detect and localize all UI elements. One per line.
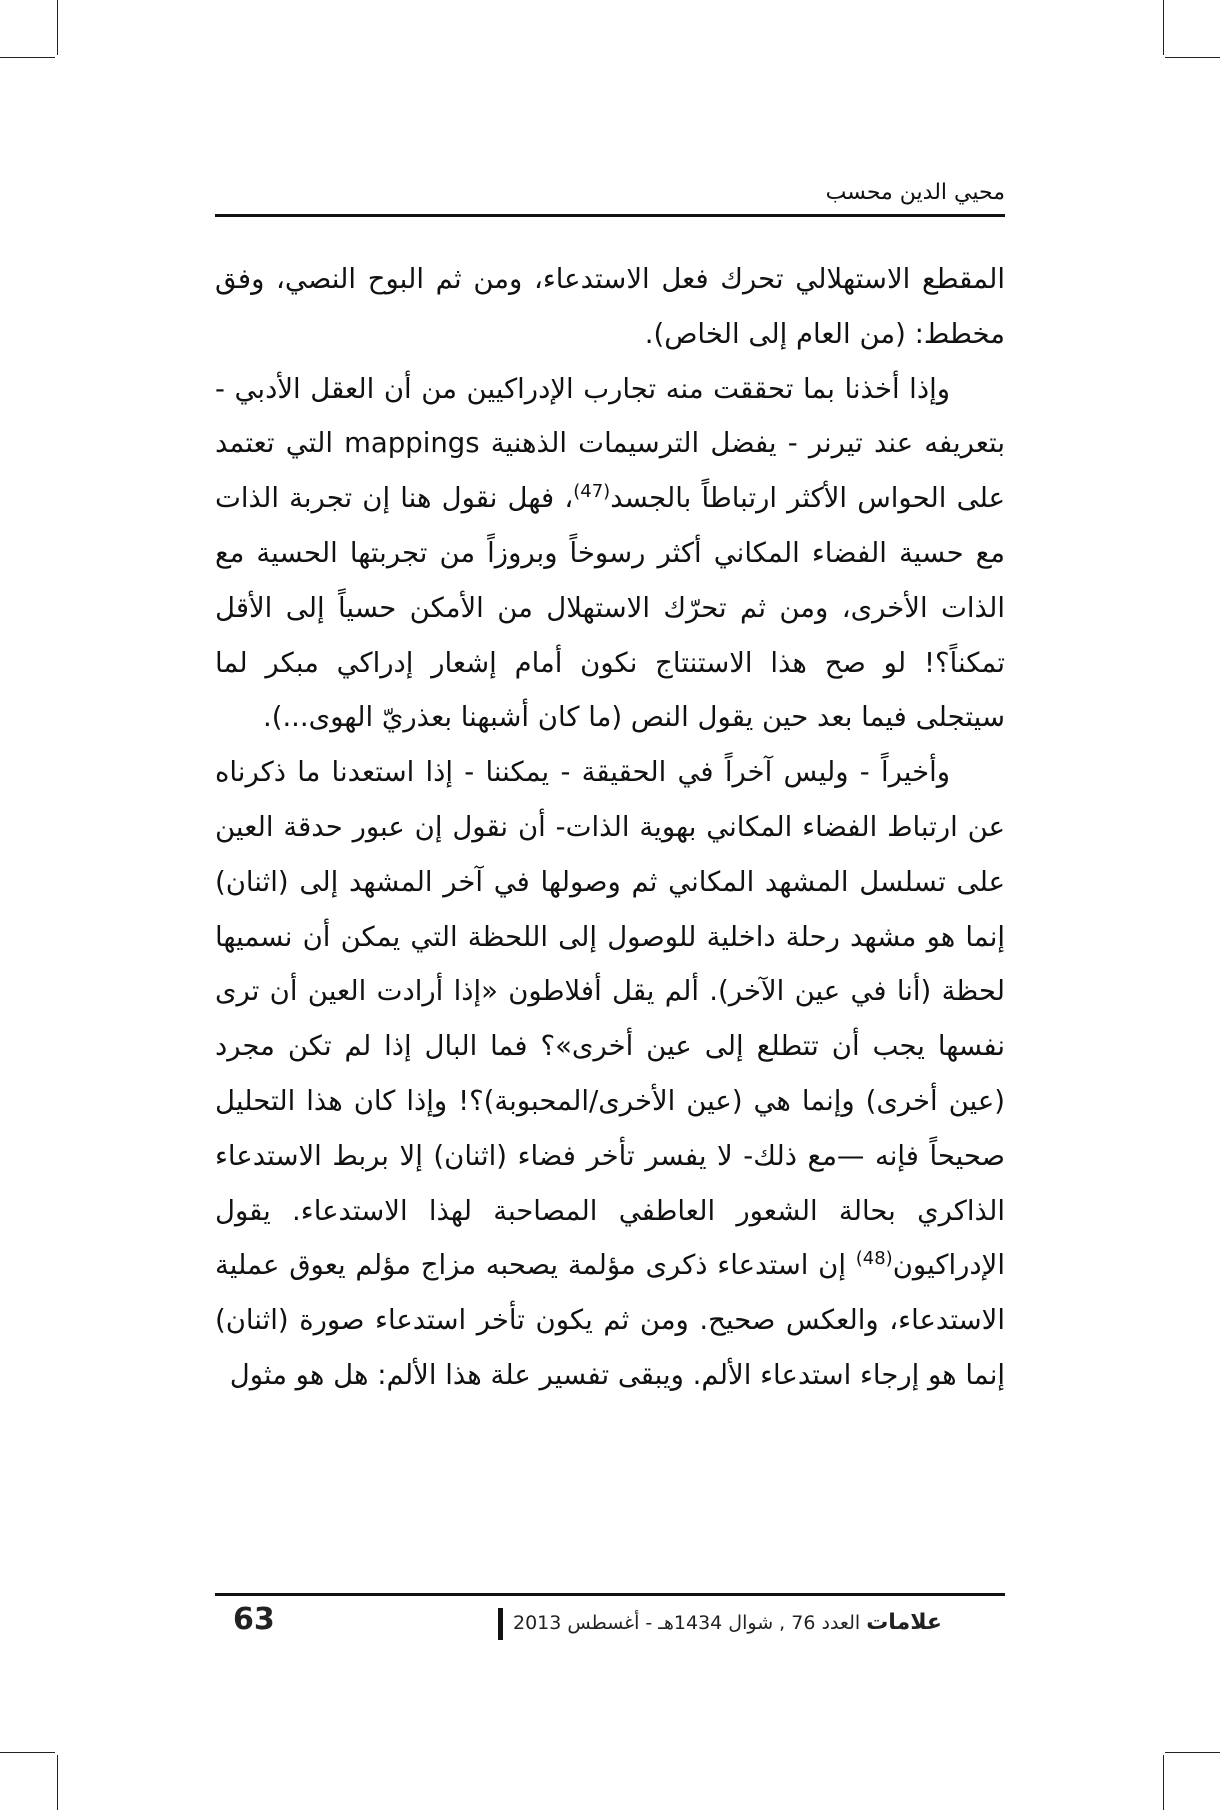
crop-mark-bottom-right-h	[1165, 1752, 1220, 1753]
paragraph-1: المقطع الاستهلالي تحرك فعل الاستدعاء، ومن ثم البوح النصي، وفق مخطط: (من العام إلى الخاص).	[215, 263, 1005, 350]
crop-mark-top-left-h	[0, 57, 55, 58]
issue-text: العدد 76 , شوال 1434هـ - أغسطس 2013	[513, 1612, 861, 1634]
crop-mark-top-left	[57, 0, 58, 55]
crop-mark-top-right-h	[1165, 57, 1220, 58]
paragraph-2-text-a: وإذا أخذنا بما تحققت منه تجارب الإدراكيين من أن العقل الأدبي - بتعريفه عند تيرنر - يفضل الترسيمات الذهنية	[215, 372, 1005, 460]
header-author: محيي الدين محسب	[825, 180, 1005, 205]
crop-mark-top-right	[1163, 0, 1164, 55]
crop-mark-bottom-left	[57, 1755, 58, 1810]
paragraph-3-text-a: وأخيراً - وليس آخراً في الحقيقة - يمكننا - إذا استعدنا ما ذكرناه عن ارتباط الفضاء المكاني بهوية الذات- أن نقول إن عبور حدقة العين على تسلسل المشهد المكاني ثم وصولها في آخر المشهد إلى (اثنان) إنما هو مشهد رحلة داخلية للوصول إلى اللحظة التي يمكن أن نسميها لحظة (أنا في عين الآخر). ألم يقل أفلاطون «إذا أرادت العين أن ترى نفسها يجب أن تتطلع إلى عين أخرى»؟ فما البال إذا لم تكن مجرد (عين أخرى) وإنما هي (عين الأخرى/المحبوبة)؟! وإذا كان هذا التحليل صحيحاً فإنه —مع ذلك- لا يفسر تأخر فضاء (اثنان) إلا بربط الاستدعاء الذاكري بحالة الشعور العاطفي المصاحبة لهذا الاستدعاء. يقول الإدراكيون	[215, 756, 1005, 1282]
journal-brand: علامات	[866, 1610, 942, 1635]
english-term: mappings	[344, 427, 480, 460]
paragraph-2-text-b: التي تعتمد على الحواس الأكثر ارتباطاً بالجسد	[215, 427, 1006, 515]
footnote-ref-48[interactable]: (48)	[855, 1248, 893, 1270]
footnote-ref-47[interactable]: (47)	[573, 481, 611, 503]
crop-mark-bottom-right	[1163, 1755, 1164, 1810]
article-body	[215, 252, 1005, 1403]
issue-info	[513, 1610, 942, 1635]
page-footer	[215, 1593, 1005, 1646]
paragraph-2-text-c: ، فهل نقول هنا إن تجربة الذات مع حسية الفضاء المكاني أكثر رسوخاً وبروزاً من تجربتها الحسية مع الذات الأخرى، ومن ثم تحرّك الاستهلال من الأمكن حسياً إلى الأقل تمكناً؟! لو صح هذا الاستنتاج نكون أمام إشعار إدراكي مبكر لما سيتجلى فيما بعد حين يقول النص (ما كان أشبهنا بعذريّ الهوى...).	[215, 482, 1005, 734]
running-header	[215, 174, 1005, 217]
paragraph-3-text-b: إن استدعاء ذكرى مؤلمة يصحبه مزاج مؤلم يعوق عملية الاستدعاء، والعكس صحيح. ومن ثم يكون تأخر استدعاء صورة (اثنان) إنما هو إرجاء استدعاء الألم. ويبقى تفسير علة هذا الألم: هل هو مثول	[215, 1249, 1005, 1391]
footer-divider	[498, 1608, 503, 1640]
page-number: 63	[233, 1602, 275, 1637]
paragraph-2	[215, 362, 1005, 746]
crop-mark-bottom-left-h	[0, 1752, 55, 1753]
paragraph-3	[215, 745, 1005, 1403]
